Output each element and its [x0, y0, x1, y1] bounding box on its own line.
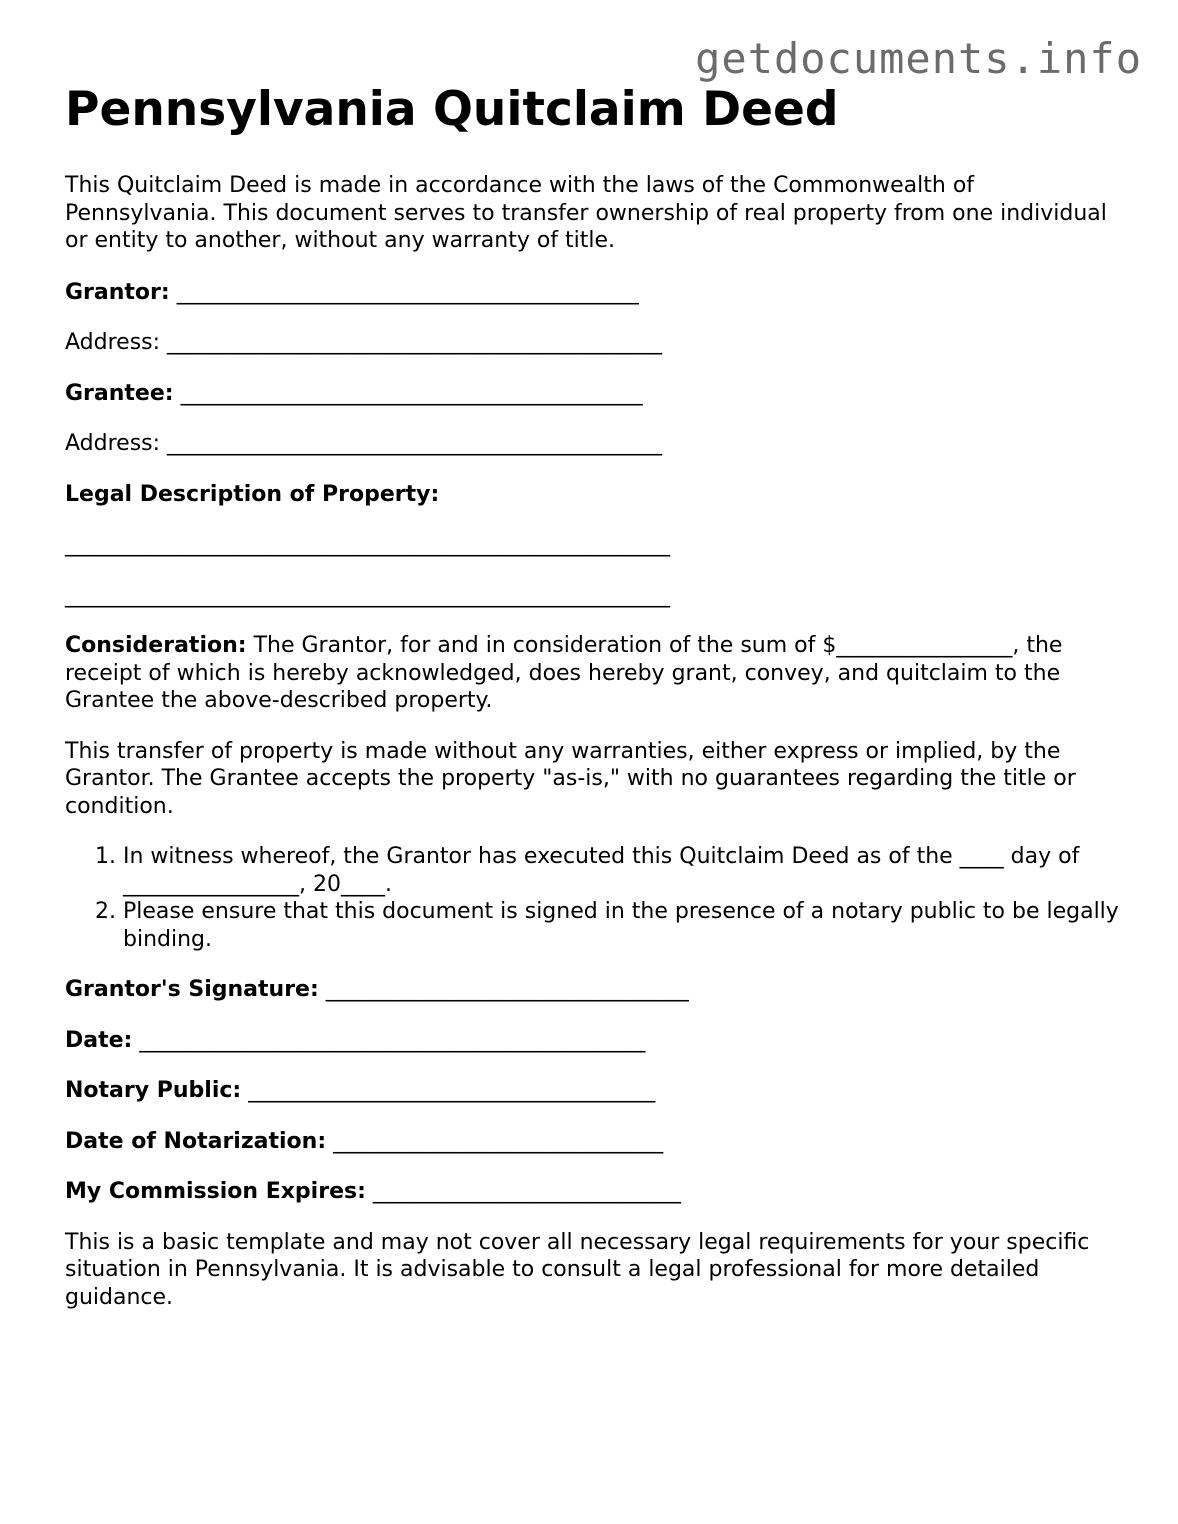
legal-description-blank-line-1[interactable]: _______________________________________________________	[65, 532, 670, 557]
grantee-blank-line[interactable]: __________________________________________	[180, 380, 643, 406]
commission-expires-blank-line[interactable]: ____________________________	[372, 1179, 681, 1204]
notary-public-blank-line[interactable]: _____________________________________	[248, 1078, 656, 1103]
grantor-signature-field	[65, 976, 1125, 1004]
notary-public-field	[65, 1077, 1125, 1105]
footer-note: This is a basic template and may not cover all necessary legal requirements for your specific situation in Pennsylvania. It is advisable to consult a legal professional for more detailed guidance.	[65, 1229, 1090, 1310]
grantor-signature-label: Grantor's Signature:	[65, 977, 319, 1002]
grantor-blank-line[interactable]: __________________________________________	[176, 279, 639, 305]
legal-description-label: Legal Description of Property:	[65, 481, 440, 507]
consideration-paragraph	[65, 632, 1125, 715]
legal-description-blank-line-2[interactable]: _______________________________________________________	[65, 582, 670, 608]
grantor-address-blank-line[interactable]: _____________________________________________	[167, 330, 663, 355]
notarization-date-label: Date of Notarization:	[65, 1128, 327, 1154]
document-page	[65, 82, 1125, 1311]
grantee-label: Grantee:	[65, 380, 174, 406]
watermark: getdocuments.info	[695, 34, 1142, 83]
grantee-address-label: Address:	[65, 431, 161, 456]
commission-expires-label: My Commission Expires:	[65, 1179, 366, 1204]
document-title: Pennsylvania Quitclaim Deed	[65, 82, 839, 137]
grantee-address-blank-line[interactable]: _____________________________________________	[167, 431, 663, 456]
grantor-field	[65, 279, 1125, 307]
witness-list	[65, 843, 1125, 953]
date-field	[65, 1027, 1125, 1055]
date-blank-line[interactable]: ______________________________________________	[139, 1027, 646, 1053]
intro-paragraph: This Quitclaim Deed is made in accordance with the laws of the Commonwealth of Pennsylvania. This document serves to transfer ownership of real property from one individual or entity to another, without any warranty of title.	[65, 173, 1107, 253]
list-item: 2. Please ensure that this document is signed in the presence of a notary public to be legally binding.	[123, 898, 1125, 953]
grantor-signature-blank-line[interactable]: _________________________________	[325, 977, 689, 1002]
notarization-date-blank-line[interactable]: ______________________________	[333, 1128, 664, 1154]
grantor-address-field	[65, 329, 1125, 357]
grantor-label: Grantor:	[65, 279, 170, 305]
grantor-address-label: Address:	[65, 330, 161, 355]
grantee-address-field	[65, 430, 1125, 458]
consideration-text: The Grantor, for and in consideration of the sum of $________________, the receipt of which is hereby acknowledged, does hereby grant, convey, and quitclaim to the Grantee the above-described property.	[65, 633, 1063, 713]
list-item: 1. In witness whereof, the Grantor has executed this Quitclaim Deed as of the ____ day of ________________, 20____.	[123, 843, 1125, 898]
notarization-date-field	[65, 1128, 1125, 1156]
commission-expires-field	[65, 1178, 1125, 1206]
legal-description-heading	[65, 481, 1125, 509]
warranty-paragraph: This transfer of property is made without any warranties, either express or implied, by the Grantor. The Grantee accepts the property "as-is," with no guarantees regarding the title or condition.	[65, 738, 1076, 819]
consideration-label: Consideration:	[65, 633, 247, 658]
grantee-field	[65, 380, 1125, 408]
notary-public-label: Notary Public:	[65, 1078, 242, 1103]
date-label: Date:	[65, 1027, 133, 1053]
